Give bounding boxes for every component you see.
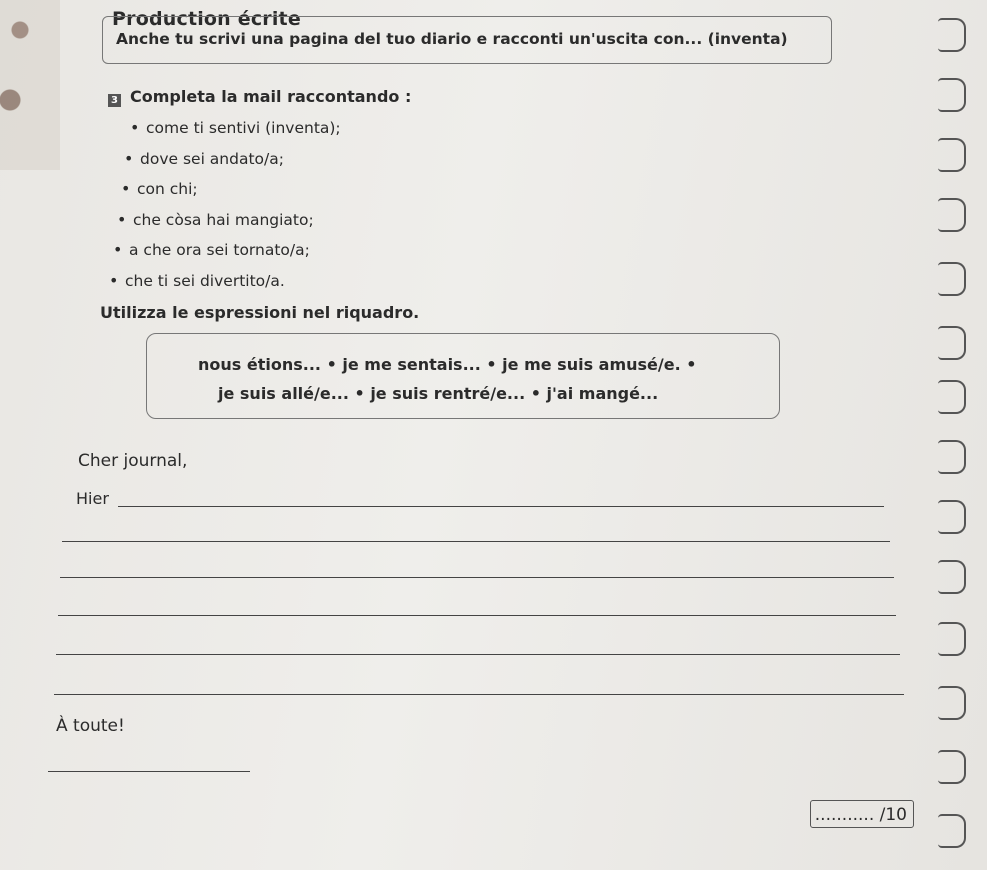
binding-ring: [938, 440, 966, 474]
section-title: Production écrite: [112, 8, 301, 30]
expressions-line: nous étions... • je me sentais... • je me suis amusé/e. •: [198, 355, 697, 374]
binding-ring: [938, 138, 966, 172]
point-item: • a che ora sei tornato/a;: [129, 241, 310, 259]
background-fabric: [0, 0, 60, 170]
binding-ring: [938, 686, 966, 720]
point-item: • con chi;: [137, 180, 198, 198]
expressions-line: je suis allé/e... • je suis rentré/e... • j'ai mangé...: [218, 384, 659, 403]
writing-line[interactable]: [118, 506, 884, 507]
binding-ring: [938, 198, 966, 232]
binding-ring: [938, 18, 966, 52]
score-box: ........... /10: [810, 800, 914, 828]
point-item: • dove sei andato/a;: [140, 150, 284, 168]
expressions-instruction: Utilizza le espressioni nel riquadro.: [100, 303, 420, 322]
writing-line[interactable]: [54, 694, 904, 695]
spiral-binding: [920, 0, 987, 870]
writing-line[interactable]: [58, 615, 896, 616]
binding-ring: [938, 326, 966, 360]
expressions-box: [146, 333, 780, 419]
point-item: • che ti sei divertito/a.: [125, 272, 285, 290]
letter-closing: À toute!: [56, 716, 125, 736]
writing-line[interactable]: [60, 577, 894, 578]
point-item: • che còsa hai mangiato;: [133, 211, 314, 229]
binding-ring: [938, 814, 966, 848]
binding-ring: [938, 750, 966, 784]
writing-line[interactable]: [62, 541, 890, 542]
exercise-task: Completa la mail raccontando :: [130, 87, 412, 106]
binding-ring: [938, 500, 966, 534]
instruction-text: Anche tu scrivi una pagina del tuo diario e racconti un'uscita con... (inventa): [116, 30, 788, 48]
signature-line[interactable]: [48, 771, 250, 772]
binding-ring: [938, 78, 966, 112]
exercise-number-badge: 3: [108, 94, 121, 107]
letter-first-word: Hier: [76, 489, 109, 508]
point-item: • come ti sentivi (inventa);: [146, 119, 341, 137]
binding-ring: [938, 560, 966, 594]
writing-line[interactable]: [56, 654, 900, 655]
letter-greeting: Cher journal,: [78, 451, 188, 471]
binding-ring: [938, 380, 966, 414]
binding-ring: [938, 262, 966, 296]
binding-ring: [938, 622, 966, 656]
